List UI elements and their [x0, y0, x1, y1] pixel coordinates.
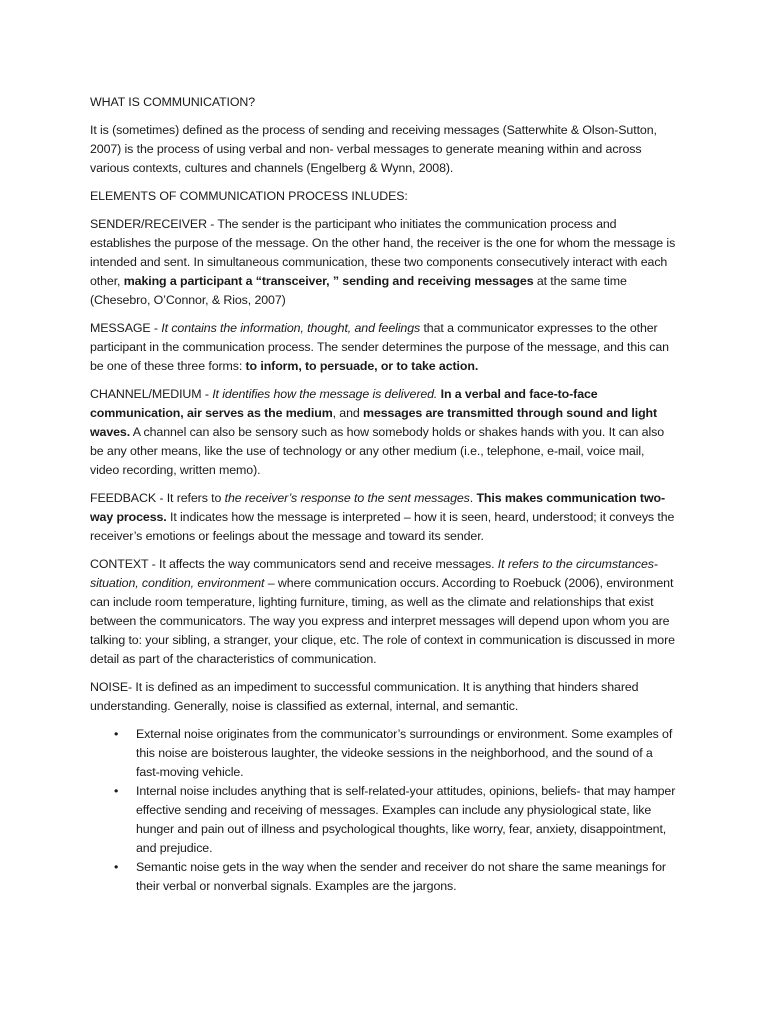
channel-paragraph — [90, 385, 676, 480]
context-paragraph — [90, 555, 676, 669]
sender-bold-text: making a participant a “transceiver, ” sending and receiving messages — [123, 274, 534, 288]
feedback-italic-text: the receiver’s response to the sent messages — [224, 491, 470, 505]
list-item — [90, 858, 676, 896]
list-item-text: External noise originates from the communicator’s surroundings or environment. Some examples of this noise are boisterous laughter, the videoke sessions in the neighborhood, and the sound of a fast-moving vehicle. — [136, 727, 673, 779]
channel-bold-text-1: In a verbal and face-to-face communication, air serves as the medium — [90, 387, 598, 420]
channel-label: CHANNEL/MEDIUM - — [90, 387, 213, 401]
feedback-bold-text: This makes communication two-way process. — [90, 491, 665, 524]
sender-receiver-paragraph — [90, 215, 676, 310]
message-bold-text: to inform, to persuade, or to take action. — [245, 359, 479, 373]
list-item-text: Internal noise includes anything that is self-related-your attitudes, opinions, beliefs- that may hamper effective sending and receiving of messages. Examples can include any physiological state, like hunger and pain out of illness and psychological thoughts, like worry, fear, anxiety, disappointment, and prejudice. — [136, 784, 676, 855]
context-italic-text: It refers to the circumstances-situation, condition, environment — [90, 557, 658, 590]
bullet-icon: • — [114, 784, 119, 798]
channel-bold-text-2: messages are transmitted through sound and light waves. — [90, 406, 658, 439]
message-italic-text: It contains the information, thought, and feelings — [161, 321, 421, 335]
feedback-label: FEEDBACK - It refers to — [90, 491, 225, 505]
list-item — [90, 782, 676, 858]
context-label: CONTEXT - It affects the way communicators send and receive messages. — [90, 557, 498, 571]
sender-text: SENDER/RECEIVER - The sender is the participant who initiates the communication process and establishes the purpose of the message. On the other hand, the receiver is the one for whom the message is intended and sent. In simultaneous communication, these two components consecutively interact with each other, — [90, 217, 676, 288]
message-label: MESSAGE - — [90, 321, 162, 335]
noise-paragraph: NOISE- It is defined as an impediment to successful communication. It is anything that hinders shared understanding. Generally, noise is classified as external, internal, and semantic. — [90, 680, 639, 713]
context-text: – where communication occurs. According to Roebuck (2006), environment can include room temperature, lighting furniture, timing, as well as the climate and relationships that exist between the communicators. The way you express and interpret messages will depend upon whom you are talking to: your sibling, a stranger, your clique, etc. The role of context in communication is discussed in more detail as part of the characteristics of communication. — [90, 576, 675, 666]
message-text: that a communicator expresses to the other participant in the communication process. The sender determines the purpose of the message, and this can be one of these three forms: — [90, 321, 669, 373]
feedback-joiner: . — [469, 491, 477, 505]
noise-types-list — [90, 725, 676, 896]
elements-heading: ELEMENTS OF COMMUNICATION PROCESS INLUDES: — [90, 189, 408, 203]
channel-text: A channel can also be sensory such as how somebody holds or shakes hands with you. It can also be any other means, like the use of technology or any other medium (i.e., telephone, e-mail, voice mail, video recording, written memo). — [90, 425, 664, 477]
bullet-icon: • — [114, 860, 119, 874]
feedback-text: It indicates how the message is interpreted – how it is seen, heard, understood; it conveys the receiver’s emotions or feelings about the message and toward its sender. — [90, 510, 675, 543]
channel-joiner: , and — [332, 406, 364, 420]
list-item — [90, 725, 676, 782]
message-paragraph — [90, 319, 676, 376]
channel-italic-text: It identifies how the message is delivered. — [212, 387, 438, 401]
sender-citation: at the same time (Chesebro, O’Connor, & Rios, 2007) — [90, 274, 627, 307]
bullet-icon: • — [114, 727, 119, 741]
list-item-text: Semantic noise gets in the way when the sender and receiver do not share the same meanings for their verbal or nonverbal signals. Examples are the jargons. — [136, 860, 666, 893]
page-title: WHAT IS COMMUNICATION? — [90, 95, 256, 109]
feedback-paragraph — [90, 489, 676, 546]
intro-paragraph: It is (sometimes) defined as the process of sending and receiving messages (Satterwhite & Olson-Sutton, 2007) is the process of using verbal and non- verbal messages to generate meaning within and across various contexts, cultures and channels (Engelberg & Wynn, 2008). — [90, 123, 657, 175]
